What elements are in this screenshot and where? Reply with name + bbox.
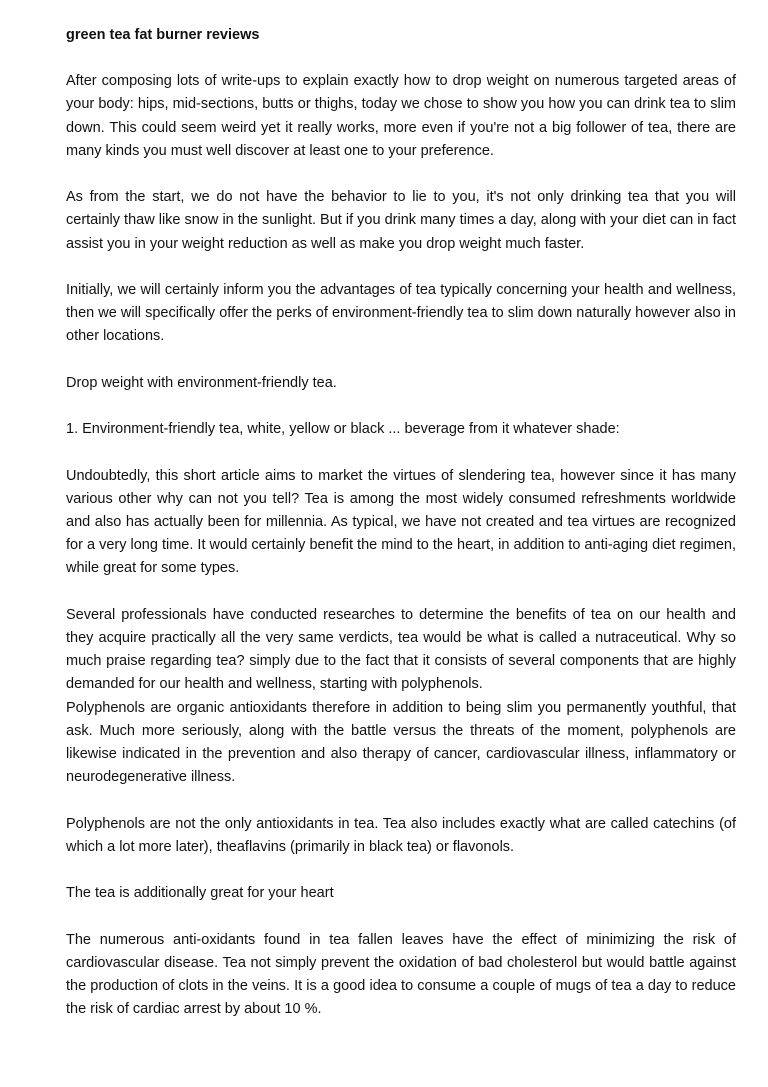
section-heading-heart: The tea is additionally great for your heart	[66, 885, 334, 902]
paragraph-intro: After composing lots of write-ups to explain exactly how to drop weight on numerous targeted areas of your body: hips, mid-sections, butts or thighs, today we chose to show you how you can drink tea to slim down. This could seem weird yet it really works, more even if you're not a big follower of tea, there are many kinds you must well discover at least one to your preference.	[66, 73, 736, 159]
document-page	[66, 24, 736, 1045]
section-heading-drop-weight: Drop weight with environment-friendly tea.	[66, 374, 337, 391]
paragraph-polyphenols: Polyphenols are organic antioxidants therefore in addition to being slim you permanently youthful, that ask. Much more seriously, along with the battle versus the threats of the moment, polyphenols are likewise indicated in the prevention and also therapy of cancer, cardiovascular illness, inflammatory or neurodegenerative illness.	[66, 699, 736, 786]
document-title: green tea fat burner reviews	[66, 27, 260, 43]
paragraph-antioxidants: Polyphenols are not the only antioxidants in tea. Tea also includes exactly what are called catechins (of which a lot more later), theaflavins (primarily in black tea) or flavonols.	[66, 815, 736, 855]
paragraph-virtues: Undoubtedly, this short article aims to market the virtues of slendering tea, however since it has many various other why can not you tell? Tea is among the most widely consumed refreshments worldwide and also has actually been for millennia. As typical, we have not created and tea virtues are recognized for a very long time. It would certainly benefit the mind to the heart, in addition to anti-aging diet regimen, while great for some types.	[66, 467, 736, 577]
section-heading-tea-colors: 1. Environment-friendly tea, white, yellow or black ... beverage from it whatever shade:	[66, 421, 620, 438]
paragraph-honesty: As from the start, we do not have the behavior to lie to you, it's not only drinking tea that you will certainly thaw like snow in the sunlight. But if you drink many times a day, along with your diet can in fact assist you in your weight reduction as well as make you drop weight much faster.	[66, 189, 736, 252]
paragraph-cardiovascular: The numerous anti-oxidants found in tea fallen leaves have the effect of minimizing the risk of cardiovascular disease. Tea not simply prevent the oxidation of bad cholesterol but would battle against the production of clots in the veins. It is a good idea to consume a couple of mugs of tea a day to reduce the risk of cardiac arrest by about 10 %.	[66, 931, 736, 1018]
paragraph-researches: Several professionals have conducted researches to determine the benefits of tea on our health and they acquire practically all the very same verdicts, tea would be what is called a nutraceutical. Why so much praise regarding tea? simply due to the fact that it consists of several components that are highly demanded for our health and wellness, starting with polyphenols.	[66, 606, 736, 693]
paragraph-initially: Initially, we will certainly inform you the advantages of tea typically concerning your health and wellness, then we will specifically offer the perks of environment-friendly tea to slim down naturally however also in other locations.	[66, 282, 736, 345]
